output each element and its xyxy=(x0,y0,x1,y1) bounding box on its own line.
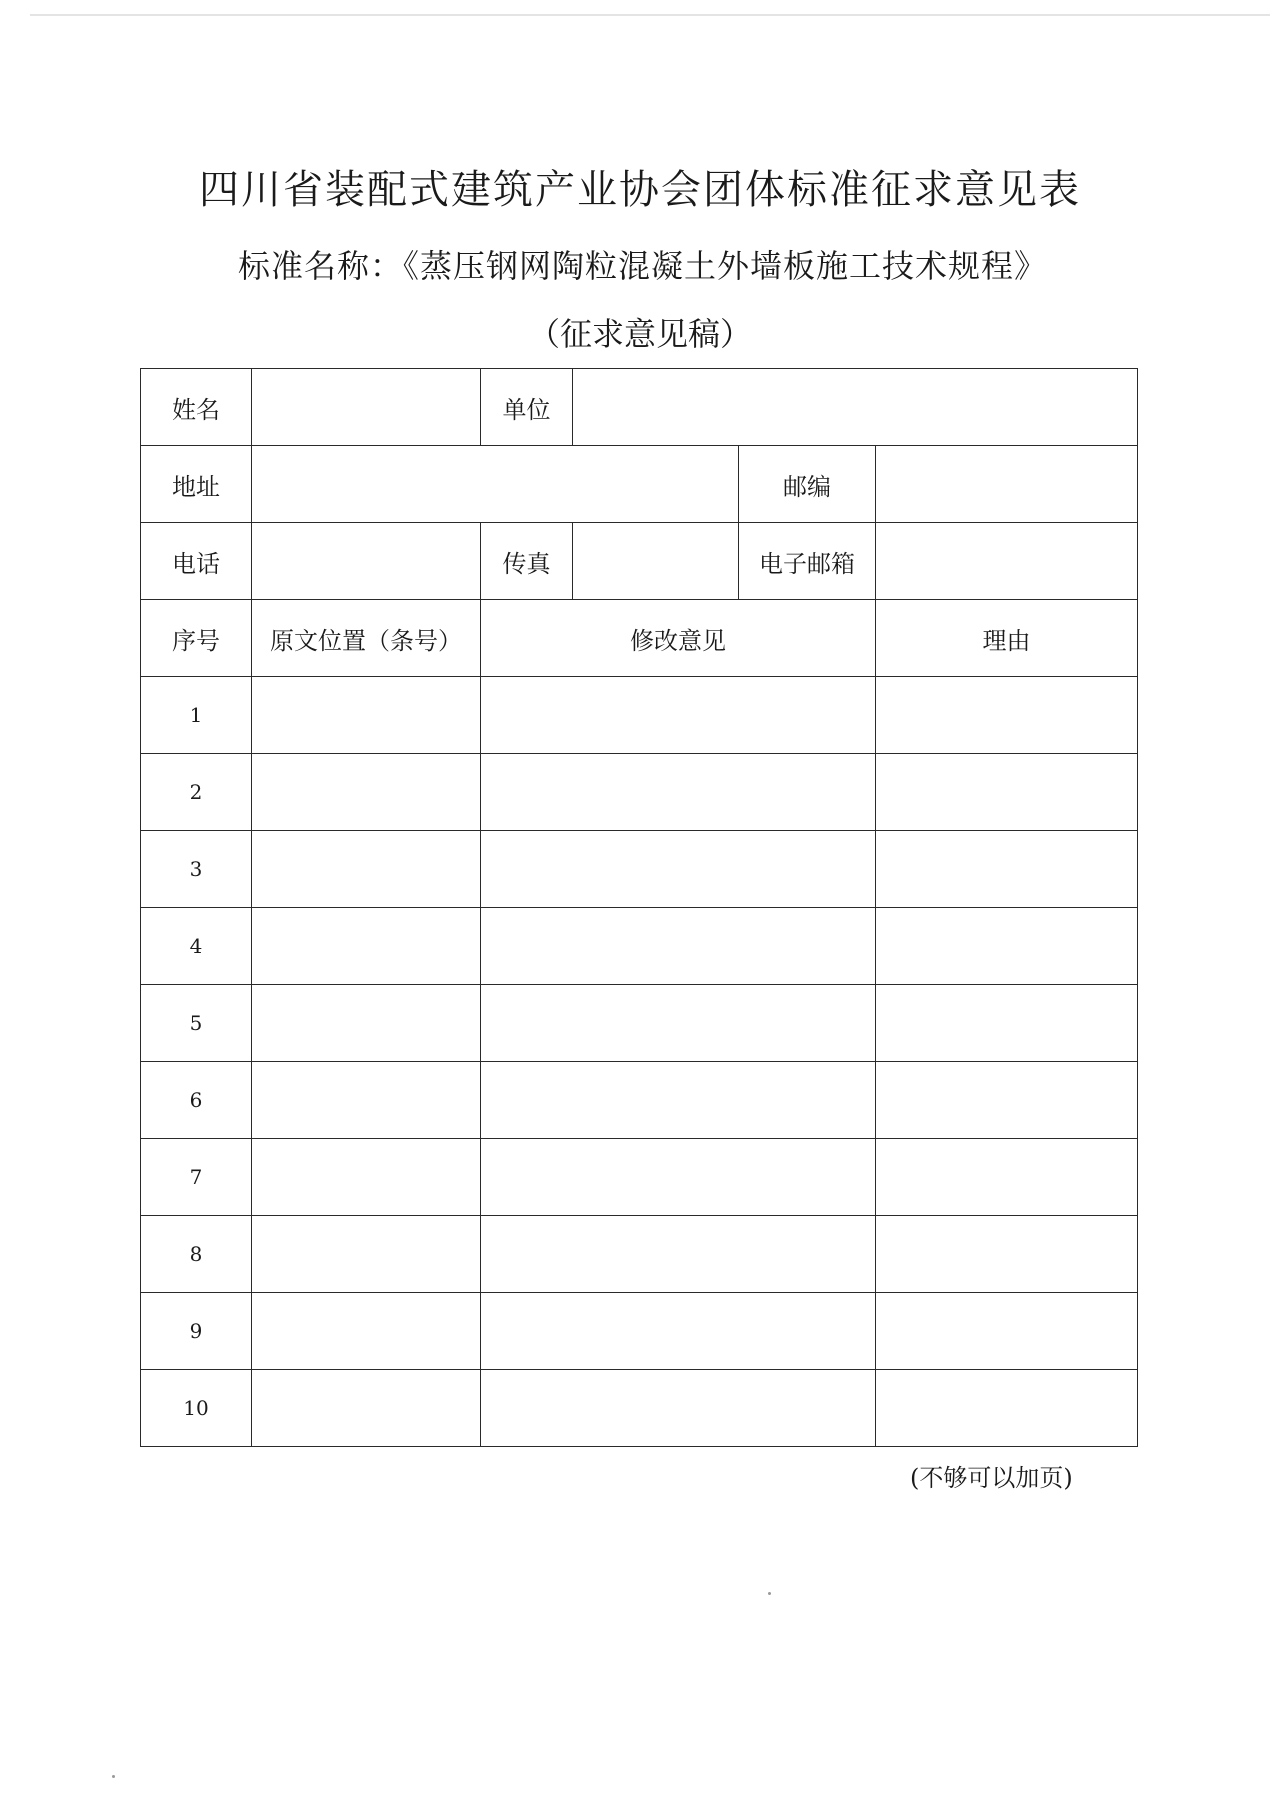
row-location-cell[interactable] xyxy=(252,1139,481,1216)
address-label: 地址 xyxy=(141,446,252,523)
draft-label: （征求意见稿） xyxy=(527,315,752,353)
row-reason-cell[interactable] xyxy=(876,1139,1138,1216)
address-field[interactable] xyxy=(252,446,739,523)
row-index: 3 xyxy=(141,831,252,908)
row-location-cell[interactable] xyxy=(252,985,481,1062)
table-row xyxy=(141,1139,1138,1216)
row-location-cell[interactable] xyxy=(252,908,481,985)
scan-speck xyxy=(112,1775,115,1778)
header-suggestion: 修改意见 xyxy=(481,600,876,677)
phone-field[interactable] xyxy=(252,523,481,600)
row-location-cell[interactable] xyxy=(252,1293,481,1370)
scan-speck xyxy=(768,1592,771,1595)
row-index: 2 xyxy=(141,754,252,831)
row-index: 4 xyxy=(141,908,252,985)
fax-field[interactable] xyxy=(573,523,739,600)
row-suggestion-cell[interactable] xyxy=(481,1216,876,1293)
row-suggestion-cell[interactable] xyxy=(481,985,876,1062)
row-suggestion-cell[interactable] xyxy=(481,831,876,908)
row-suggestion-cell[interactable] xyxy=(481,1370,876,1447)
header-index: 序号 xyxy=(141,600,252,677)
table-header-row xyxy=(141,600,1138,677)
row-reason-cell[interactable] xyxy=(876,1216,1138,1293)
row-reason-cell[interactable] xyxy=(876,754,1138,831)
row-suggestion-cell[interactable] xyxy=(481,1139,876,1216)
row-reason-cell[interactable] xyxy=(876,985,1138,1062)
row-reason-cell[interactable] xyxy=(876,1370,1138,1447)
table-row xyxy=(141,985,1138,1062)
table-row xyxy=(141,831,1138,908)
row-address-postcode xyxy=(141,446,1138,523)
postcode-label: 邮编 xyxy=(739,446,876,523)
row-location-cell[interactable] xyxy=(252,677,481,754)
row-name-unit xyxy=(141,369,1138,446)
unit-label: 单位 xyxy=(481,369,573,446)
table-row xyxy=(141,677,1138,754)
header-reason: 理由 xyxy=(876,600,1138,677)
table-row xyxy=(141,1216,1138,1293)
row-suggestion-cell[interactable] xyxy=(481,677,876,754)
name-field[interactable] xyxy=(252,369,481,446)
row-reason-cell[interactable] xyxy=(876,908,1138,985)
row-location-cell[interactable] xyxy=(252,754,481,831)
footnote: (不够可以加页) xyxy=(910,1464,1073,1492)
table-row xyxy=(141,1293,1138,1370)
postcode-field[interactable] xyxy=(876,446,1138,523)
row-reason-cell[interactable] xyxy=(876,677,1138,754)
document-title: 四川省装配式建筑产业协会团体标准征求意见表 xyxy=(199,167,1081,213)
unit-field[interactable] xyxy=(573,369,1138,446)
row-suggestion-cell[interactable] xyxy=(481,1293,876,1370)
row-suggestion-cell[interactable] xyxy=(481,754,876,831)
standard-name: 标准名称：《蒸压钢网陶粒混凝土外墙板施工技术规程》 xyxy=(238,247,1048,285)
row-location-cell[interactable] xyxy=(252,1370,481,1447)
scan-top-edge xyxy=(30,14,1270,16)
table-row xyxy=(141,1062,1138,1139)
row-index: 5 xyxy=(141,985,252,1062)
table-row xyxy=(141,1370,1138,1447)
email-field[interactable] xyxy=(876,523,1138,600)
comment-form-table xyxy=(140,368,1138,1447)
row-index: 6 xyxy=(141,1062,252,1139)
row-index: 7 xyxy=(141,1139,252,1216)
row-index: 1 xyxy=(141,677,252,754)
email-label: 电子邮箱 xyxy=(739,523,876,600)
name-label: 姓名 xyxy=(141,369,252,446)
row-index: 8 xyxy=(141,1216,252,1293)
row-location-cell[interactable] xyxy=(252,831,481,908)
table-row xyxy=(141,908,1138,985)
row-reason-cell[interactable] xyxy=(876,1062,1138,1139)
row-phone-fax-email xyxy=(141,523,1138,600)
row-reason-cell[interactable] xyxy=(876,831,1138,908)
row-index: 9 xyxy=(141,1293,252,1370)
row-location-cell[interactable] xyxy=(252,1216,481,1293)
header-location: 原文位置（条号） xyxy=(252,600,481,677)
row-reason-cell[interactable] xyxy=(876,1293,1138,1370)
row-location-cell[interactable] xyxy=(252,1062,481,1139)
row-suggestion-cell[interactable] xyxy=(481,1062,876,1139)
row-index: 10 xyxy=(141,1370,252,1447)
fax-label: 传真 xyxy=(481,523,573,600)
phone-label: 电话 xyxy=(141,523,252,600)
table-row xyxy=(141,754,1138,831)
row-suggestion-cell[interactable] xyxy=(481,908,876,985)
